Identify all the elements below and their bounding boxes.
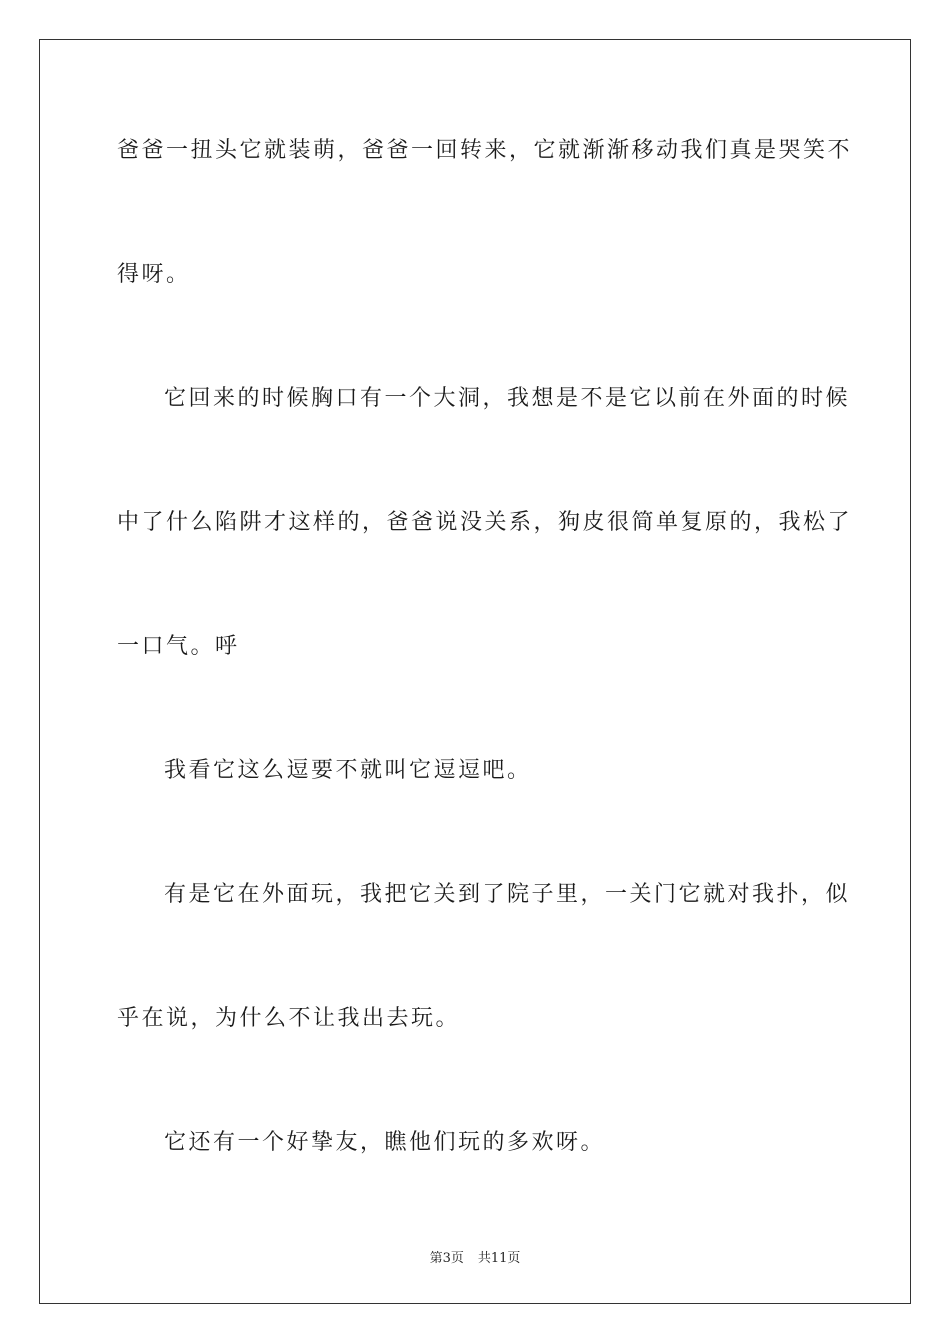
paragraph-line: 爸爸一扭头它就装萌，爸爸一回转来，它就渐渐移动我们真是哭笑不 — [117, 138, 853, 163]
paragraph-line: 得呀。 — [117, 262, 191, 287]
paragraph-line: 它还有一个好挚友，瞧他们玩的多欢呀。 — [164, 1130, 606, 1155]
page-footer — [0, 1247, 950, 1266]
paragraph-line: 乎在说，为什么不让我出去玩。 — [117, 1006, 461, 1031]
paragraph-line: 有是它在外面玩，我把它关到了院子里，一关门它就对我扑，似 — [164, 882, 851, 907]
page-border — [39, 39, 911, 1304]
paragraph-line: 中了什么陷阱才这样的，爸爸说没关系，狗皮很简单复原的，我松了 — [117, 510, 853, 535]
paragraph-line: 它回来的时候胸口有一个大洞，我想是不是它以前在外面的时候 — [164, 386, 851, 411]
page-total: 共11页 — [477, 1251, 521, 1266]
paragraph-line: 一口气。呼 — [117, 634, 240, 659]
paragraph-line: 我看它这么逗要不就叫它逗逗吧。 — [164, 758, 532, 783]
page-number: 第3页 — [429, 1251, 464, 1266]
